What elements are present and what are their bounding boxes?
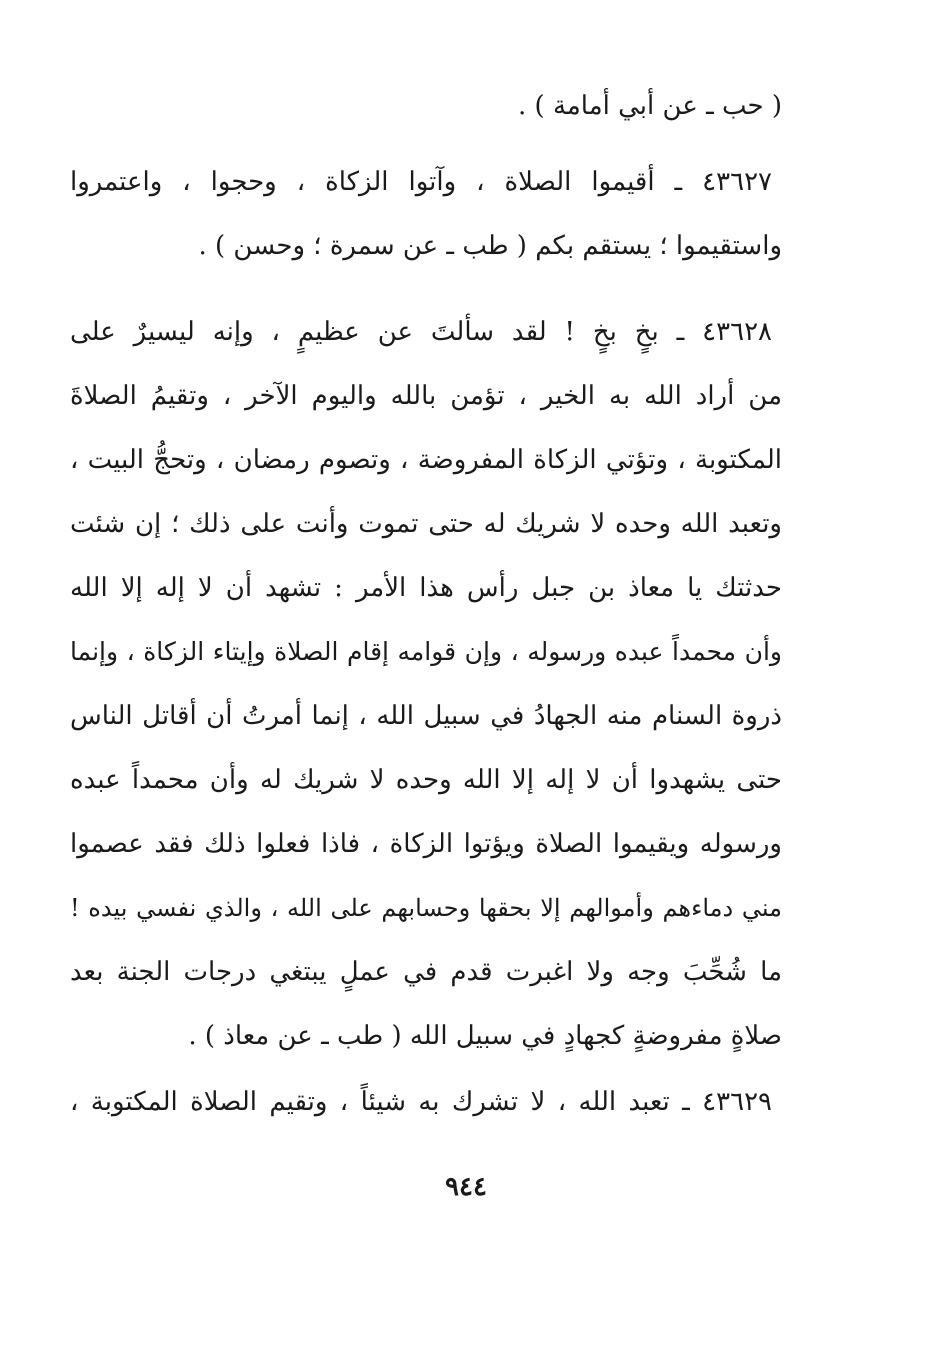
hadith-43629: [70, 1070, 782, 1134]
text-line: صلاةٍ مفروضةٍ كجهادٍ في سبيل الله ( طب ـ عن معاذ ) .: [188, 1021, 782, 1051]
hadith-43627: [70, 150, 782, 278]
text-line: ٤٣٦٢٩ ـ تعبد الله ، لا تشرك به شيئاً ، وتقيم الصلاة المكتوبة ،: [70, 1087, 772, 1117]
text-line: مني دماءهم وأموالهم إلا بحقها وحسابهم على الله ، والذي نفسي بيده !: [70, 894, 782, 922]
text-line: ( حب ـ عن أبي أمامة ) .: [518, 91, 782, 121]
text-line: وتعبد الله وحده لا شريك له حتى تموت وأنت على ذلك ؛ إن شئت: [70, 509, 782, 539]
text-line: حدثتك يا معاذ بن جبل رأس هذا الأمر : تشهد أن لا إله إلا الله: [70, 573, 782, 603]
text-line: ٤٣٦٢٧ ـ أقيموا الصلاة ، وآتوا الزكاة ، وحجوا ، واعتمروا: [70, 167, 772, 197]
source-reference-line: [70, 74, 782, 138]
text-line: وأن محمداً عبده ورسوله ، وإن قوامه إقام الصلاة وإيتاء الزكاة ، وإنما: [70, 637, 782, 666]
text-line: ورسوله ويقيموا الصلاة ويؤتوا الزكاة ، فاذا فعلوا ذلك فقد عصموا: [70, 829, 782, 859]
text-line: ذروة السنام منه الجهادُ في سبيل الله ، إنما أمرتُ أن أقاتل الناس: [70, 701, 782, 731]
text-line: واستقيموا ؛ يستقم بكم ( طب ـ عن سمرة ؛ وحسن ) .: [198, 231, 782, 261]
text-line: المكتوبة ، وتؤتي الزكاة المفروضة ، وتصوم رمضان ، وتحجُّ البيت ،: [70, 445, 782, 475]
text-line: من أراد الله به الخير ، تؤمن بالله واليوم الآخر ، وتقيمُ الصلاةَ: [70, 381, 782, 411]
hadith-43628: [70, 300, 782, 1068]
text-line: حتى يشهدوا أن لا إله إلا الله وحده لا شريك له وأن محمداً عبده: [70, 765, 782, 795]
page-number: ٩٤٤: [445, 1172, 487, 1202]
text-line: ٤٣٦٢٨ ـ بخٍ بخٍ ! لقد سألتَ عن عظيمٍ ، وإنه ليسيرٌ على: [70, 317, 772, 347]
text-line: ما شُحِّبَ وجه ولا اغبرت قدم في عملٍ يبتغي درجات الجنة بعد: [70, 957, 782, 987]
